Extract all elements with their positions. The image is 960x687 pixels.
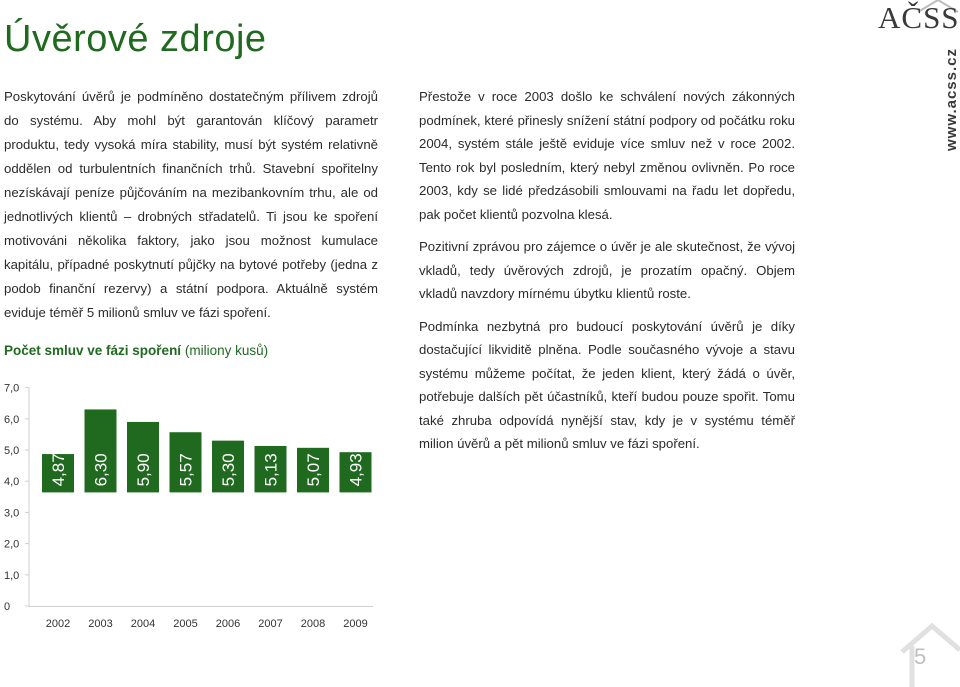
right-paragraph-3: Podmínka nezbytná pro budoucí poskytování úvěrů je díky dostačující likviditě plněna. Podle současného vývoje a stavu systému můžeme počítat, že jeden klient, který žádá o úvěr, potřebuje dalších pět účastníků, kteří budou pouze spořit. Tomu také zhruba odpovídá nynější stav, kdy je v systému téměř milion úvěrů a pět milionů smluv ve fázi spoření. xyxy=(419,318,795,451)
bar-value-label: 5,07 xyxy=(304,453,323,487)
bar-value-label: 5,13 xyxy=(261,453,281,487)
bar-value-label: 5,30 xyxy=(219,453,238,487)
x-tick-label: 2005 xyxy=(173,618,198,630)
y-tick-label: 1,0 xyxy=(4,569,20,582)
chart-title xyxy=(4,343,268,358)
y-tick-label: 7,0 xyxy=(4,382,20,395)
bar-value-label: 6,30 xyxy=(91,453,111,487)
page-number: 5 xyxy=(914,644,927,669)
right-paragraph-2: Pozitivní zprávou pro zájemce o úvěr je ale skutečnost, že vývoj vkladů, tedy úvěrových zdrojů, je prozatím opačný. Objem vkladů navzdory mírnému úbytku klientů roste. xyxy=(419,239,795,301)
y-tick-label: 4,0 xyxy=(4,476,20,489)
bar-value-label: 5,90 xyxy=(134,453,153,487)
x-tick-label: 2003 xyxy=(88,618,113,630)
right-paragraph-1: Přestože v roce 2003 došlo ke schválení nových zákonných podmínek, které přinesly snížení státní podpory od počátku roku 2004, systém stále ještě eviduje více smluv než v roce 2002. Tento rok byl posledním, který nebyl změnou ovlivněn. Po roce 2003, kdy se lidé předzásobili smlouvami na řadu let dopředu, pak počet klientů pozvolna klesá. xyxy=(419,89,795,222)
x-tick-label: 2006 xyxy=(215,618,241,630)
website-url: www.acss.cz xyxy=(943,48,960,151)
chart-title-main: Počet smluv ve fázi spoření xyxy=(4,343,182,358)
house-outline-icon xyxy=(898,622,960,687)
x-tick-label: 2009 xyxy=(343,618,368,630)
bar-value-label: 4,93 xyxy=(346,453,366,487)
y-tick-label: 2,0 xyxy=(4,538,20,551)
bar-value-label: 4,87 xyxy=(49,453,68,487)
y-tick-label: 3,0 xyxy=(4,507,20,520)
chart-title-unit: (miliony kusů) xyxy=(184,343,269,358)
x-tick-label: 2002 xyxy=(45,618,71,630)
contracts-bar-chart xyxy=(0,370,380,640)
intro-paragraph: Poskytování úvěrů je podmíněno dostatečným přílivem zdrojů do systému. Aby mohl být garantován klíčový parametr produktu, tedy vysoká míra stability, musí být systém relativně oddělen od turbulentních finančních trhů. Stavební spořitelny nezískávají peníze půjčováním na mezibankovním trhu, ale od jednotlivých klientů – drobných střadatelů. Ti jsou ke spoření motivováni několika faktory, jako jsou možnost kumulace kapitálu, případné poskytnutí půjčky na bytové potřeby (jedna z podob finanční rezervy) a státní podpora. Aktuálně systém eviduje téměř 5 milionů smluv ve fázi spoření. xyxy=(4,89,378,320)
x-tick-label: 2007 xyxy=(258,618,283,630)
right-column xyxy=(419,85,795,465)
y-tick-label: 5,0 xyxy=(4,445,20,457)
y-tick-label: 6,0 xyxy=(4,413,20,426)
acss-logo: AČSS xyxy=(878,0,960,35)
bar-value-label: 5,57 xyxy=(176,453,196,487)
x-tick-label: 2004 xyxy=(130,618,156,630)
page-title: Úvěrové zdroje xyxy=(4,18,267,60)
y-tick-label: 0 xyxy=(4,601,11,613)
x-tick-label: 2008 xyxy=(300,618,326,630)
